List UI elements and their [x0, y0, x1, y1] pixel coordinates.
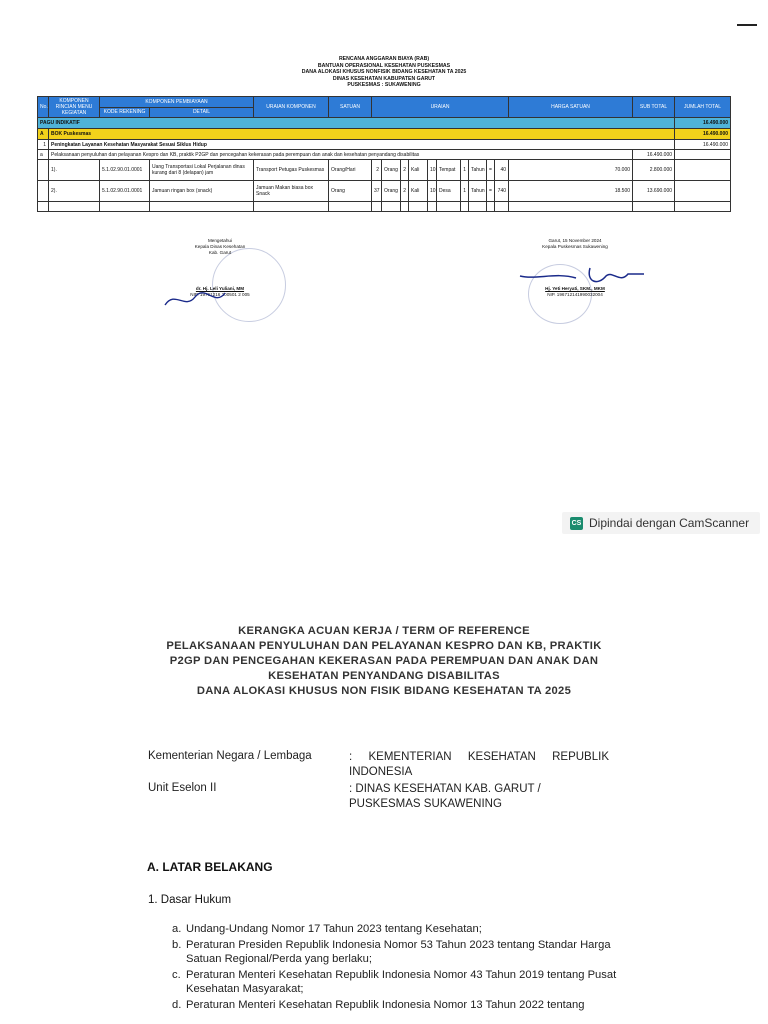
row-detail: Uang Transportasi Lokal Perjalanan dinas kurang dari 8 (delapan) jam [150, 160, 254, 181]
row-satuan: Orang [329, 181, 372, 202]
kak-title-line: PELAKSANAAN PENYULUHAN DAN PELAYANAN KESPRO DAN KB, PRAKTIK [166, 640, 602, 652]
row-q2: 2 [401, 160, 409, 181]
minimize-icon[interactable] [737, 24, 757, 26]
row-u4: Tahun [469, 160, 487, 181]
bok-row [38, 129, 731, 140]
row-eq: = [487, 181, 495, 202]
list-item [172, 998, 622, 1013]
col-komponen-pembiayaan: KOMPONEN PEMBIAYAAN [100, 97, 254, 108]
meta-label: Unit Eselon II [148, 782, 217, 794]
col-no: No. [38, 97, 49, 118]
row-vol: 40 [495, 160, 509, 181]
rab-page [0, 40, 768, 540]
handwritten-signature [160, 285, 230, 315]
row-q4: 1 [461, 160, 469, 181]
list-item [172, 938, 622, 967]
col-detail: DETAIL [150, 107, 254, 118]
row-kode: 5.1.02.90.01.0001 [100, 160, 150, 181]
list-text: Peraturan Menteri Kesehatan Republik Indonesia Nomor 43 Tahun 2019 tentang Pusat Kesehatan Masyarakat; [186, 968, 617, 995]
col-harga-satuan: HARGA SATUAN [509, 97, 633, 118]
rab-table [37, 96, 731, 212]
row-u1: Orang [382, 160, 401, 181]
row-u4: Tahun [469, 181, 487, 202]
rab-header-line: RENCANA ANGGARAN BIAYA (RAB) [338, 56, 430, 62]
empty-cell [675, 160, 731, 181]
row-eq: = [487, 160, 495, 181]
row-q2: 2 [401, 181, 409, 202]
signature-line: Kepala Puskesmas Sukawening [542, 244, 608, 249]
row-q4: 1 [461, 181, 469, 202]
kak-title [120, 624, 648, 699]
kak-title-line: KERANGKA ACUAN KERJA / TERM OF REFERENCE [238, 625, 530, 637]
col-kode-rekening: KODE REKENING [100, 107, 150, 118]
signature-line: Kab. Garut [208, 250, 232, 255]
signer-nip: NIP. 19761216 200501 2 005 [190, 292, 250, 297]
program-label: Peningkatan Layanan Kesehatan Masyarakat Sesuai Siklus Hidup [49, 140, 675, 150]
row-u3: Tempat [437, 160, 461, 181]
col-uraian-komponen: URAIAN KOMPONEN [254, 97, 329, 118]
camscanner-icon: CS [570, 517, 583, 530]
camscanner-badge [562, 512, 760, 534]
signer-name: dr. Hj. Leli Yuliani, MM [195, 286, 245, 291]
pagu-label: PAGU INDIKATIF [38, 118, 675, 129]
row-u3: Desa [437, 181, 461, 202]
handwritten-signature [516, 262, 646, 292]
list-text: Peraturan Presiden Republik Indonesia Nomor 53 Tahun 2023 tentang Standar Harga Satuan Regional/Perda yang berlaku; [186, 938, 611, 965]
subsection-heading: 1. Dasar Hukum [148, 894, 232, 906]
row-u1: Orang [382, 181, 401, 202]
program-row [38, 140, 731, 150]
kak-title-line: KESEHATAN PENYANDANG DISABILITAS [268, 670, 500, 682]
rab-header-line: PUSKESMAS : SUKAWENING [347, 82, 421, 89]
program-no: 1 [38, 140, 49, 150]
meta-value: : KEMENTERIAN KESEHATAN REPUBLIK INDONESIA [349, 751, 609, 778]
activity-row [38, 150, 731, 160]
bok-label: BOK Puskesmas [49, 129, 675, 140]
section-heading: A. LATAR BELAKANG [147, 860, 273, 874]
row-harga: 70.000 [509, 160, 633, 181]
meta-label: Kementerian Negara / Lembaga [148, 750, 312, 762]
row-no: 1). [49, 160, 100, 181]
pagu-total: 16.490.000 [675, 118, 731, 129]
row-uraian-komponen: Transport Petugas Puskesmas [254, 160, 329, 181]
col-uraian: URAIAN [372, 97, 509, 118]
bok-total: 16.490.000 [675, 129, 731, 140]
empty-cell [38, 160, 49, 181]
meta-value: : DINAS KESEHATAN KAB. GARUT / PUSKESMAS SUKAWENING [349, 783, 541, 810]
empty-cell [675, 181, 731, 202]
row-subtotal: 2.800.000 [633, 160, 675, 181]
list-text: Undang-Undang Nomor 17 Tahun 2023 tentang Kesehatan; [186, 923, 482, 935]
col-jumlah-total: JUMLAH TOTAL [675, 97, 731, 118]
row-q3: 10 [428, 160, 437, 181]
bok-letter: A [38, 129, 49, 140]
pagu-row [38, 118, 731, 129]
activity-letter: a [38, 150, 49, 160]
row-detail: Jamuan ringan box (snack) [150, 181, 254, 202]
list-marker: a. [172, 923, 182, 935]
empty-cell [38, 181, 49, 202]
legal-basis-list [172, 922, 622, 1013]
table-row-empty [38, 202, 731, 212]
signature-line: Kepala Dinas Kesehatan [194, 244, 246, 249]
col-satuan: SATUAN [329, 97, 372, 118]
row-no: 2). [49, 181, 100, 202]
list-text: Peraturan Menteri Kesehatan Republik Indonesia Nomor 13 Tahun 2022 tentang [186, 998, 585, 1011]
signer-nip: NIP. 196712141990032004 [547, 292, 603, 297]
list-item [172, 922, 622, 937]
signature-line: Mengetahui [207, 238, 232, 243]
signer-name: Hj. Yeti Heryati, SKM., MKM [545, 286, 605, 291]
list-marker: b. [172, 938, 182, 951]
rab-header [0, 56, 768, 89]
activity-subtotal: 16.490.000 [633, 150, 675, 160]
row-vol: 740 [495, 181, 509, 202]
row-q1: 37 [372, 181, 382, 202]
row-q3: 10 [428, 181, 437, 202]
table-row [38, 181, 731, 202]
rab-header-line: DINAS KESEHATAN KABUPATEN GARUT [332, 75, 436, 82]
viewer-top-bar [0, 0, 768, 24]
row-kode: 5.1.02.90.01.0001 [100, 181, 150, 202]
program-total: 16.490.000 [675, 140, 731, 150]
list-item [172, 968, 622, 997]
row-q1: 2 [372, 160, 382, 181]
rab-header-line: DANA ALOKASI KHUSUS NONFISIK BIDANG KESEHATAN TA 2025 [301, 69, 467, 76]
row-u2: Kali [409, 181, 428, 202]
row-satuan: Orang/Hari [329, 160, 372, 181]
row-subtotal: 13.690.000 [633, 181, 675, 202]
empty-cell [675, 150, 731, 160]
col-komponen-menu: KOMPONEN RINCIAN MENU KEGIATAN [49, 97, 100, 118]
table-row [38, 160, 731, 181]
row-u2: Kali [409, 160, 428, 181]
list-marker: c. [172, 968, 181, 981]
kak-title-line: DANA ALOKASI KHUSUS NON FISIK BIDANG KESEHATAN TA 2025 [196, 685, 572, 697]
camscanner-label: Dipindai dengan CamScanner [589, 516, 750, 530]
activity-label: Pelaksanaan penyuluhan dan pelayanan Kespro dan KB, praktik P2GP dan pencegahan kekerasan pada perempuan dan anak dan kesehatan penyandang disabilitas [49, 150, 633, 160]
rab-header-line: BANTUAN OPERASIONAL KESEHATAN PUSKESMAS [317, 62, 451, 69]
kak-title-line: P2GP DAN PENCEGAHAN KEKERASAN PADA PEREMPUAN DAN ANAK DAN [169, 655, 599, 667]
row-harga: 18.500 [509, 181, 633, 202]
row-uraian-komponen: Jamuan Makan biasa box Snack [254, 181, 329, 202]
list-marker: d. [172, 998, 182, 1011]
signature-line: Garut, 15 November 2024 [548, 238, 602, 243]
col-sub-total: SUB TOTAL [633, 97, 675, 118]
